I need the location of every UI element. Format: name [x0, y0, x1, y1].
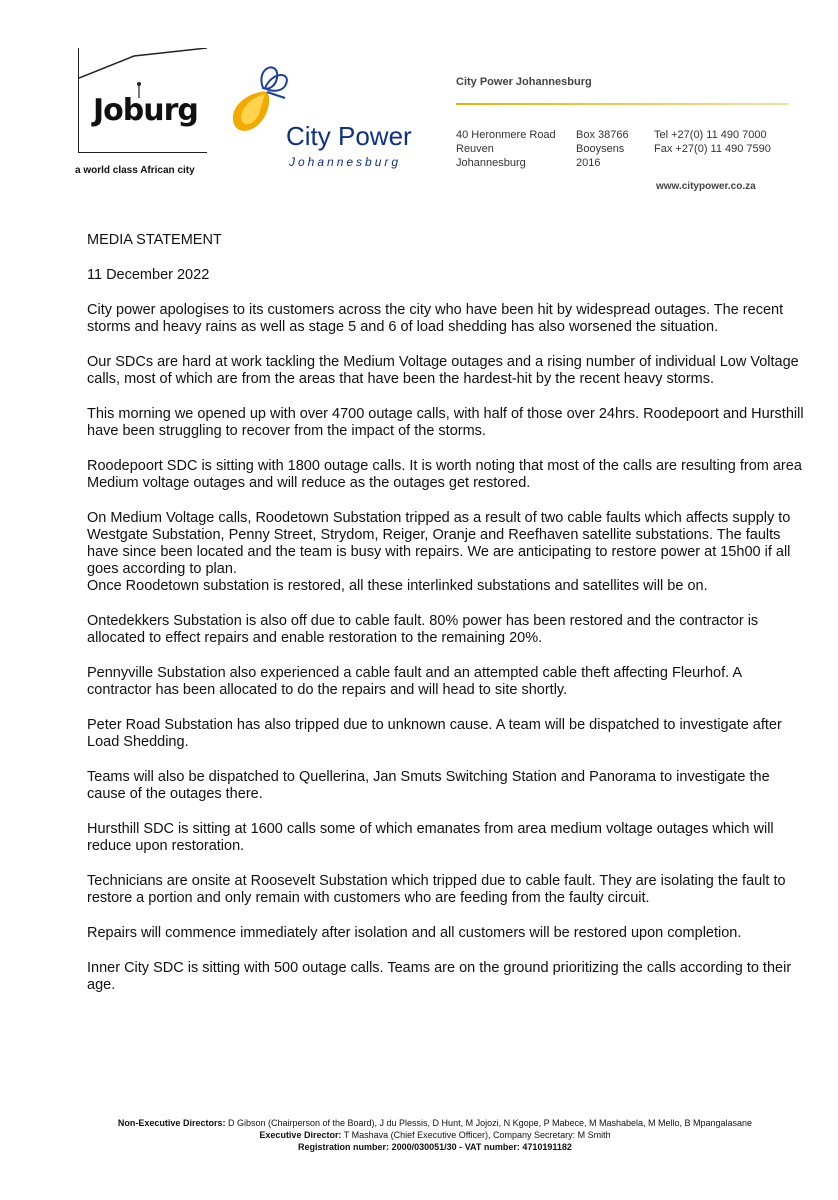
statement-paragraph: Technicians are onsite at Roosevelt Substation which tripped due to cable fault. They are isolating the fault to restore a portion and only remain with customers who are feeding from the faulty circuit. — [87, 873, 786, 906]
statement-paragraph: Roodepoort SDC is sitting with 1800 outage calls. It is worth noting that most of the calls are resulting from area Medium voltage outages and will reduce as the outages get restored. — [87, 458, 802, 491]
statement-paragraph: Hursthill SDC is sitting at 1600 calls some of which emanates from area medium voltage outages which will reduce upon restoration. — [87, 821, 774, 854]
reg-value: 2000/030051/30 — [391, 1142, 457, 1152]
registration-info — [60, 1141, 810, 1153]
vat-label: VAT number: — [464, 1142, 520, 1152]
statement-paragraph: This morning we opened up with over 4700 outage calls, with half of those over 24hrs. Roodepoort and Hursthill have been struggling to recover from the impact of the storms. — [87, 406, 804, 439]
statement-date: 11 December 2022 — [87, 267, 210, 283]
statement-paragraph: Ontedekkers Substation is also off due to cable fault. 80% power has been restored and the contractor is allocated to effect repairs and enable restoration to the remaining 20%. — [87, 613, 759, 646]
city-power-logo-name: City Power — [286, 121, 412, 151]
statement-paragraph: On Medium Voltage calls, Roodetown Substation tripped as a result of two cable faults which affects supply to Westgate Substation, Penny Street, Strydom, Reiger, Oranje and Reefhaven satellite substations. The faults have since been located and the team is busy with repairs. We are anticipating to restore power at 15h00 if all goes according to plan. Once Roodetown substation is restored, all these interlinked substations and satellites will be on. — [87, 510, 791, 594]
city-power-logo-city: Johannesburg — [289, 155, 402, 169]
statement-paragraph: Repairs will commence immediately after isolation and all customers will be restored upon completion. — [87, 925, 742, 941]
street-address — [456, 128, 556, 170]
statement-body — [87, 232, 807, 1012]
address-line: Reuven — [456, 143, 494, 155]
statement-paragraph: Pennyville Substation also experienced a cable fault and an attempted cable theft affecting Fleurhof. A contractor has been allocated to do the repairs and will head to site shortly. — [87, 665, 742, 698]
statement-paragraph: Teams will also be dispatched to Quellerina, Jan Smuts Switching Station and Panorama to investigate the cause of the outages there. — [87, 769, 770, 802]
address-line: Johannesburg — [456, 157, 526, 169]
statement-paragraph: City power apologises to its customers across the city who have been hit by widespread outages. The recent storms and heavy rains as well as stage 5 and 6 of load shedding has also worsened the situation. — [87, 302, 784, 335]
postal-line: Box 38766 — [576, 129, 629, 141]
vat-value: 4710191182 — [522, 1142, 572, 1152]
footer — [60, 1117, 810, 1153]
header-divider — [456, 103, 789, 105]
statement-paragraph: Peter Road Substation has also tripped due to unknown cause. A team will be dispatched to investigate after Load Shedding. — [87, 717, 782, 750]
non-exec-value: D Gibson (Chairperson of the Board), J du Plessis, D Hunt, M Jojozi, N Kgope, P Mabece, M Mashabela, M Mello, B Mpangalasane — [227, 1118, 753, 1128]
statement-heading: MEDIA STATEMENT — [87, 232, 222, 248]
postal-line: Booysens — [576, 143, 625, 155]
telephone-number: Tel +27(0) 11 490 7000 — [654, 129, 767, 141]
reg-label: Registration number: — [298, 1142, 390, 1152]
phone-contacts — [654, 128, 771, 156]
executive-director — [60, 1129, 810, 1141]
company-name: City Power Johannesburg — [456, 76, 592, 88]
joburg-tagline: a world class African city — [75, 165, 195, 176]
city-power-firefly-icon — [225, 58, 295, 148]
address-line: 40 Heronmere Road — [456, 129, 556, 141]
non-executive-directors — [60, 1117, 810, 1129]
joburg-logo — [78, 48, 207, 153]
exec-label: Executive Director: — [259, 1130, 342, 1140]
fax-number: Fax +27(0) 11 490 7590 — [654, 143, 771, 155]
joburg-logo-text: Joburg — [93, 93, 198, 128]
website-link[interactable]: www.citypower.co.za — [656, 181, 756, 192]
postal-address — [576, 128, 629, 170]
statement-paragraph: Inner City SDC is sitting with 500 outage calls. Teams are on the ground prioritizing the calls according to their age. — [87, 960, 792, 993]
non-exec-label: Non-Executive Directors: — [117, 1118, 226, 1128]
postal-line: 2016 — [576, 157, 601, 169]
reg-separator: - — [459, 1142, 463, 1152]
exec-value: T Mashava (Chief Executive Officer), Company Secretary: M Smith — [343, 1130, 611, 1140]
statement-paragraph: Our SDCs are hard at work tackling the Medium Voltage outages and a rising number of individual Low Voltage calls, most of which are from the areas that have been the hardest-hit by the recent heavy storms. — [87, 354, 799, 387]
